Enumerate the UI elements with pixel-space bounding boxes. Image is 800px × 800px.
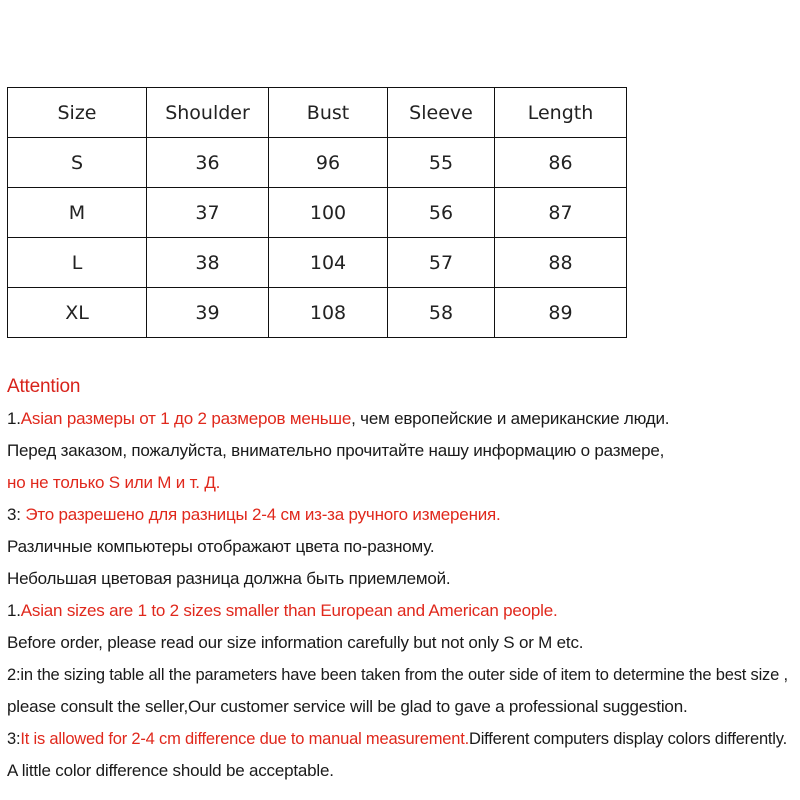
note-line-en-1 <box>7 595 797 627</box>
notes-section <box>7 371 797 787</box>
header-size: Size <box>8 88 147 138</box>
note-text: , чем европейские и американские люди. <box>351 409 670 428</box>
cell-bust: 96 <box>269 138 388 188</box>
cell-length: 88 <box>495 238 627 288</box>
cell-sleeve: 55 <box>388 138 495 188</box>
note-line-ru-3: но не только S или M и т. Д. <box>7 473 221 492</box>
note-line-en-3: 2:in the sizing table all the parameters have been taken from the outer side of item to determine the best size , <box>7 666 788 684</box>
note-prefix: 3: <box>7 730 21 748</box>
cell-size: L <box>8 238 147 288</box>
note-line-en-4: please consult the seller,Our customer service will be glad to gave a professional suggestion. <box>7 697 688 716</box>
table-row <box>8 188 627 238</box>
table-row <box>8 238 627 288</box>
note-line-ru-6: Небольшая цветовая разница должна быть приемлемой. <box>7 569 451 588</box>
note-highlight: It is allowed for 2-4 cm difference due to manual measurement. <box>20 730 469 748</box>
header-length: Length <box>495 88 627 138</box>
note-line-ru-4 <box>7 499 797 531</box>
cell-sleeve: 58 <box>388 288 495 338</box>
attention-heading: Attention <box>7 376 81 397</box>
cell-bust: 104 <box>269 238 388 288</box>
cell-bust: 108 <box>269 288 388 338</box>
cell-length: 87 <box>495 188 627 238</box>
note-prefix: 3: <box>7 505 26 524</box>
note-line-en-5 <box>7 723 797 755</box>
cell-sleeve: 57 <box>388 238 495 288</box>
table-row <box>8 288 627 338</box>
cell-shoulder: 36 <box>147 138 269 188</box>
note-prefix: 1. <box>7 409 21 428</box>
note-line-ru-1 <box>7 403 797 435</box>
note-line-ru-2: Перед заказом, пожалуйста, внимательно прочитайте нашу информацию о размере, <box>7 441 665 460</box>
note-line-en-6: A little color difference should be acceptable. <box>7 761 334 780</box>
note-highlight: Это разрешено для разницы 2-4 см из-за ручного измерения. <box>25 505 501 524</box>
note-prefix: 1. <box>7 601 21 620</box>
cell-shoulder: 37 <box>147 188 269 238</box>
cell-size: XL <box>8 288 147 338</box>
cell-length: 86 <box>495 138 627 188</box>
cell-size: S <box>8 138 147 188</box>
cell-shoulder: 38 <box>147 238 269 288</box>
table-row <box>8 138 627 188</box>
note-line-ru-5: Различные компьютеры отображают цвета по-разному. <box>7 537 435 556</box>
header-sleeve: Sleeve <box>388 88 495 138</box>
header-shoulder: Shoulder <box>147 88 269 138</box>
cell-size: M <box>8 188 147 238</box>
cell-length: 89 <box>495 288 627 338</box>
cell-sleeve: 56 <box>388 188 495 238</box>
note-highlight: Asian размеры от 1 до 2 размеров меньше <box>20 409 352 428</box>
header-bust: Bust <box>269 88 388 138</box>
note-line-en-2: Before order, please read our size information carefully but not only S or M etc. <box>7 633 584 652</box>
cell-shoulder: 39 <box>147 288 269 338</box>
note-text: Different computers display colors differently. <box>468 730 787 748</box>
table-header-row <box>8 88 627 138</box>
size-chart-table <box>7 87 627 338</box>
note-highlight: Asian sizes are 1 to 2 sizes smaller than European and American people. <box>20 601 558 620</box>
cell-bust: 100 <box>269 188 388 238</box>
